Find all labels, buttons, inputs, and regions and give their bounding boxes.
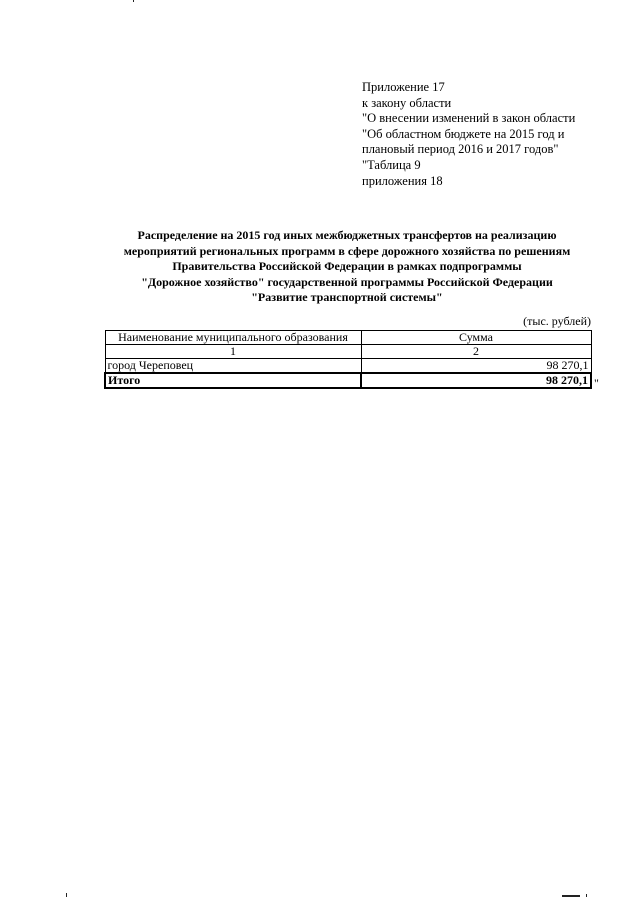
total-row — [105, 373, 591, 388]
table-row — [105, 359, 591, 374]
document-title — [100, 228, 594, 306]
scan-artifact — [133, 0, 134, 2]
header-municipality: Наименование муниципального образования — [105, 331, 361, 345]
appendix-reference — [362, 80, 632, 189]
header-amount: Сумма — [361, 331, 591, 345]
total-amount: 98 270,1 — [361, 373, 591, 388]
title-line: Распределение на 2015 год иных межбюджетных трансфертов на реализацию — [137, 228, 557, 242]
appendix-line: "Об областном бюджете на 2015 год и — [362, 126, 565, 141]
appendix-line: плановый период 2016 и 2017 годов" — [362, 142, 559, 157]
appendix-line: приложения 18 — [362, 173, 443, 188]
title-line: мероприятий региональных программ в сфере дорожного хозяйства по решениям — [123, 243, 571, 258]
scan-artifact — [586, 894, 587, 897]
appendix-line: "Таблица 9 — [362, 157, 421, 172]
appendix-line: к закону области — [362, 95, 452, 110]
column-number: 1 — [105, 345, 361, 359]
transfers-table — [104, 330, 592, 389]
table-header-row — [105, 331, 591, 345]
total-label: Итого — [105, 373, 361, 388]
units-label: (тыс. рублей) — [523, 314, 591, 328]
row-municipality: город Череповец — [105, 359, 361, 374]
title-line: "Дорожное хозяйство" государственной программы Российской Федерации — [141, 274, 553, 289]
column-number-row — [105, 345, 591, 359]
title-line: "Развитие транспортной системы" — [251, 290, 443, 305]
scan-artifact — [562, 895, 580, 897]
row-amount: 98 270,1 — [361, 359, 591, 374]
appendix-line: "О внесении изменений в закон области — [362, 111, 576, 126]
appendix-line: Приложение 17 — [362, 80, 445, 94]
column-number: 2 — [361, 345, 591, 359]
title-line: Правительства Российской Федерации в рамках подпрограммы — [172, 259, 522, 274]
closing-quote: " — [594, 376, 599, 390]
scan-artifact — [66, 893, 67, 897]
